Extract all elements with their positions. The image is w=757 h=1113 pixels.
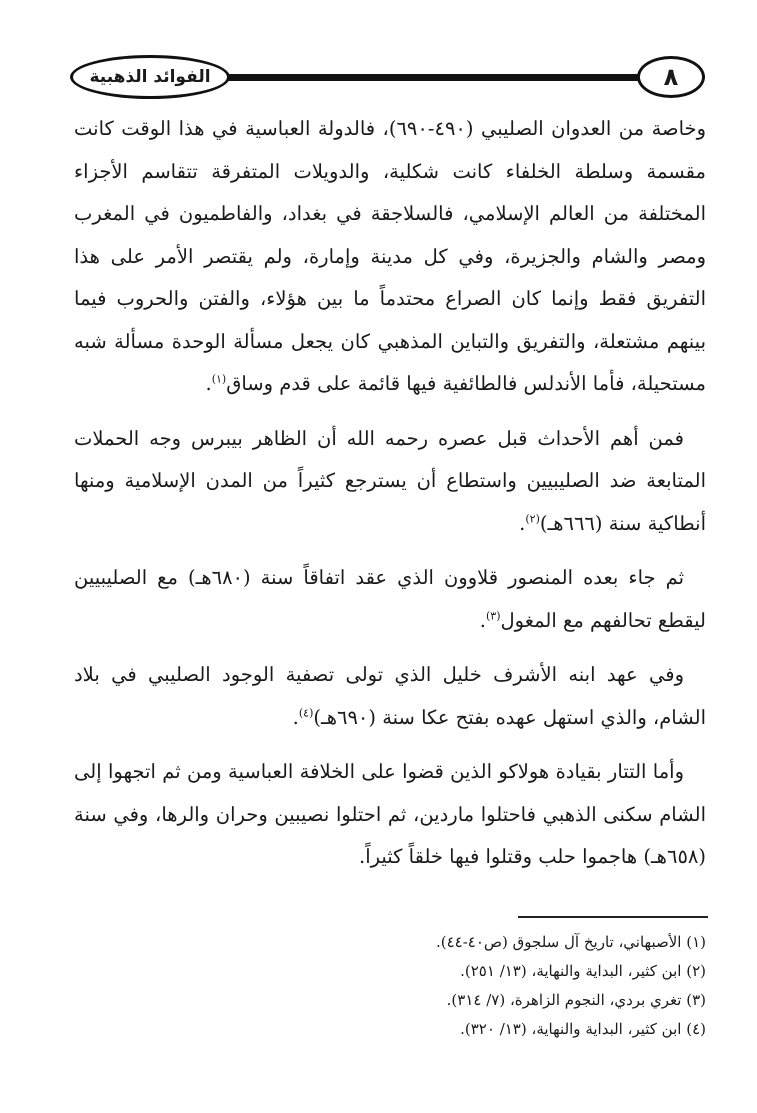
paragraph-3 xyxy=(74,557,706,642)
paragraph-text: وخاصة من العدوان الصليبي (٤٩٠-٦٩٠)، فالدولة العباسية في هذا الوقت كانت مقسمة وسلطة الخلفاء كانت شكلية، والدويلات المتفرقة تتقاسم الأجزاء المختلفة من العالم الإسلامي، فالسلاجقة في بغداد، والفاطميون في المغرب ومصر والشام والجزيرة، وفي كل مدينة وإمارة، ولم يقتصر الأمر على هذا التفريق فقط وإنما كان الصراع محتدماً ما بين هؤلاء، والفتن والحروب فيما بينهم مشتعلة، والتفريق والتباين المذهبي كان يجعل مسألة الوحدة مسألة شبه مستحيلة، فأما الأندلس فالطائفية فيها قائمة على قدم وساق xyxy=(74,117,707,395)
paragraph-text: ثم جاء بعده المنصور قلاوون الذي عقد اتفاقاً سنة (٦٨٠هـ) مع الصليبيين ليقطع تحالفهم مع المغول xyxy=(74,566,706,632)
body-text xyxy=(74,108,706,891)
footnotes xyxy=(150,928,706,1044)
footnote-3: (٣) تغري بردي، النجوم الزاهرة، (٧/ ٣١٤). xyxy=(446,991,706,1009)
footnote-1: (١) الأصبهاني، تاريخ آل سلجوق (ص٤٠-٤٤). xyxy=(435,933,706,951)
footnote-marker: (٣) xyxy=(485,609,501,622)
page-number: ٨ xyxy=(663,63,679,91)
paragraph-text: فمن أهم الأحداث قبل عصره رحمه الله أن الظاهر بيبرس وجه الحملات المتابعة ضد الصليبيين واستطاع أن يسترجع كثيراً من المدن الإسلامية ومنها أنطاكية سنة (٦٦٦هـ) xyxy=(74,426,706,535)
paragraph-end: . xyxy=(479,608,486,632)
footnote-marker: (١) xyxy=(211,372,227,386)
footnote-marker: (٢) xyxy=(525,512,540,525)
paragraph-end: . xyxy=(205,372,212,395)
footnote-4: (٤) ابن كثير، البداية والنهاية، (١٣/ ٣٢٠). xyxy=(460,1020,706,1038)
footnote-2: (٢) ابن كثير، البداية والنهاية، (١٣/ ٢٥١). xyxy=(460,962,706,980)
paragraph-end: . xyxy=(292,705,299,729)
footnote-divider xyxy=(518,916,708,918)
paragraph-5 xyxy=(74,751,706,879)
footnote-marker: (٤) xyxy=(298,706,314,719)
paragraph-4 xyxy=(74,654,706,739)
paragraph-text: وفي عهد ابنه الأشرف خليل الذي تولى تصفية الوجود الصليبي في بلاد الشام، والذي استهل عهده بفتح عكا سنة (٦٩٠هـ) xyxy=(74,663,706,729)
page-header xyxy=(70,55,705,103)
book-title-oval xyxy=(70,55,230,99)
paragraph-text: وأما التتار بقيادة هولاكو الذين قضوا على الخلافة العباسية ومن ثم اتجهوا إلى الشام سكنى الذهبي فاحتلوا ماردين، ثم احتلوا نصيبين وحران والرها، وفي سنة (٦٥٨هـ) هاجموا حلب وقتلوا فيها خلقاً كثيراً. xyxy=(74,760,706,868)
paragraph-2 xyxy=(74,418,706,546)
page-number-oval xyxy=(637,56,705,98)
book-title: الفوائد الذهبية xyxy=(89,67,211,87)
paragraph-end: . xyxy=(519,511,526,535)
header-rule xyxy=(220,74,669,81)
paragraph-1 xyxy=(74,108,706,406)
